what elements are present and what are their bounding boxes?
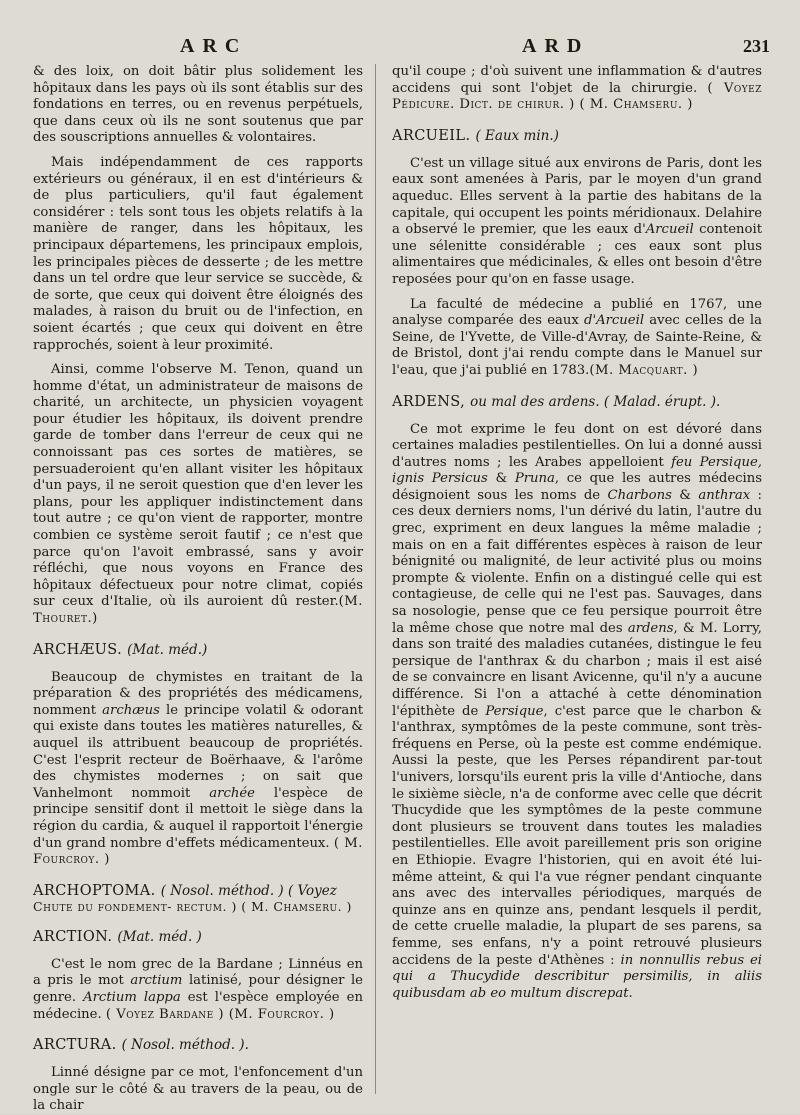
entry-title: ARCTURA.	[33, 1037, 117, 1054]
entry-title: ARCHOPTOMA.	[33, 882, 156, 899]
paragraph-archaeus	[33, 670, 363, 869]
italic-term: Charbons	[607, 487, 672, 503]
author-signature: (M. Thouret.)	[33, 594, 363, 626]
text-run: , ce que les autres médecins désignoient sous les noms de	[392, 471, 762, 503]
italic-term: ardens	[627, 620, 674, 636]
italic-term: Arcueil	[645, 222, 694, 238]
entry-heading-arcueil	[392, 128, 762, 144]
entry-title: ARCUEIL.	[392, 127, 471, 144]
cross-reference: Chute du fondement- rectum. ) ( M. Chamseru. )	[33, 898, 352, 914]
entry-category: ( Eaux min.)	[475, 127, 559, 144]
text-run: : ces deux derniers noms, l'un dérivé du latin, l'autre du grec, expriment en deux langues la même maladie ; mais on en a fait différentes espèces à raison de leur bénignité ou malignité, de leur activité plus ou moins prompte & violente. Enfin on a distingué celle qui est contagieuse, de celle qui ne l'est pas. Sauvages, dans sa nosologie, pense que ce feu persique pourroit être la même chose que notre mal des	[392, 487, 762, 636]
page-number: 231	[743, 36, 770, 56]
paragraph-arctura-cont	[392, 64, 762, 114]
running-head-left: ARC	[180, 35, 248, 57]
text-run: le principe volatil & odorant qui existe dans toutes les matières naturelles, & auquel ils attribuent beaucoup de propriétés. C'est l'esprit recteur de Boërhaave, & l'arôme des chymistes modernes ; on sait que Vanhelmont nommoit	[33, 702, 363, 801]
paragraph-tenon	[33, 362, 363, 628]
paragraph-hopitaux-end: & des loix, on doit bâtir plus solidement les hôpitaux dans les pays où ils sont établis sur des fondations en terres, ou en revenus perpétuels, que dans ceux où ils ne sont soutenus que par des souscriptions annuelles & volontaires.	[33, 64, 363, 146]
italic-term: Pruna	[514, 471, 555, 487]
text-run: latinisé, pour désigner le genre.	[33, 973, 363, 1005]
text-run: l'espèce de principe sensitif dont il mettoit le siège dans la région du cardia, & auquel il rapportoit l'énergie d'un grand nombre d'effets médicamenteux.	[33, 785, 363, 851]
text-run: C'est un village situé aux environs de Paris, dont les eaux sont amenées à Paris, par le moyen d'un grand aqueduc. Elles servent à la partie des habitans de la capitale, qui occupent les points méridionaux. Delahire a observé le premier, que les eaux d'	[392, 155, 762, 238]
entry-category: ( Nosol. méthod. ).	[121, 1037, 249, 1054]
text-run: est l'espèce employée en médecine.	[33, 989, 363, 1022]
entry-heading-arctura	[33, 1037, 363, 1053]
latin-quote: in nonnullis rebus ei qui a Thucydide describitur persimilis, in aliis quibusdam ab eo multum discrepat.	[392, 952, 762, 1001]
entry-heading-arction	[33, 929, 363, 945]
italic-term: anthrax	[698, 487, 751, 503]
author-signature: ( M. Fourcroy. )	[33, 835, 363, 868]
entry-heading-archoptoma	[33, 883, 363, 915]
text-run: , & M. Lorry, dans son traité des maladies cutanées, distingue le feu persique de l'anthrax & du charbon ; mais il est aisé de se convaincre en lisant Avicenne, qu'il n'y a aucune différence. Si l'on a attaché à cette dénomination l'épithète de	[392, 620, 762, 719]
text-run: qu'il coupe ; d'où suivent une inflammation & d'autres accidens qui sont l'objet de la chirurgie.	[392, 64, 762, 96]
paragraph-text: Ainsi, comme l'observe M. Tenon, quand un homme d'état, un administrateur de maisons de charité, un architecte, un physicien voyagent pour étudier les hôpitaux, ils doivent prendre garde de tomber dans l'erreur de ceux qui ne connoissant pas ces sortes de matières, se persuaderoient qu'en allant visiter les hôpitaux d'un pays, il ne seroit question que d'en lever les plans, pour les appliquer indistinctement dans tout autre ; ce qu'on vient de rapporter, montre combien ce système seroit fautif ; ce n'est que parce qu'on l'avoit embrassé, sans y avoir réfléchi, que nous voyons en France des hôpitaux défectueux pour notre climat, copiés sur ceux d'Italie, où ils auroient dû rester.	[33, 362, 363, 610]
text-run: avec celles de la Seine, de l'Yvette, de Ville-d'Avray, de Sainte-Reine, & de Bristol, dont j'ai rendu compte dans le Manuel sur l'eau, que j'ai publié en 1783.	[392, 313, 762, 378]
entry-heading-ardens	[392, 394, 762, 410]
entry-category: ( Nosol. méthod. ) ( Voyez	[160, 882, 337, 899]
entry-category: (Mat. méd.)	[127, 641, 208, 658]
paragraph-analyse	[392, 297, 762, 380]
paragraph-ardens	[392, 422, 762, 1003]
italic-term: arctium	[130, 973, 183, 989]
running-head-right: ARD	[522, 35, 590, 57]
column-divider	[375, 64, 376, 1094]
italic-term: d'Arcueil	[584, 313, 645, 329]
text-run: Beaucoup de chymistes en traitant de la préparation & des propriétés des médicamens, nomment	[33, 669, 363, 718]
text-run: &	[495, 471, 508, 487]
text-run: , c'est parce que le charbon & l'anthrax, symptômes de la peste commune, sont très-fréquens en Perse, où la peste est comme endémique. Aussi la peste, que les Perses répandirent par-tout l'univers, lorsqu'ils eurent pris la ville d'Antioche, dans le sixième siècle, n'a de conforme avec celle que décrit Thucydide que les symptômes de la peste commune dont plusieurs se trouvent dans toutes les maladies pestilentielles. Elle avoit pareillement pris son origine en Ethiopie. Evagre l'historien, qui en avoit été lui-même atteint, & qui l'a vue régner pendant cinquante ans avec des intervalles périodiques, marqués de quinze ans en quinze ans, pendant lesquels il perdit, de cette cruelle maladie, la plupart de ses parens, sa femme, ses enfans, n'y a point retrouvé plusieurs accidens de la peste d'Athènes :	[392, 703, 762, 968]
entry-title: ARCTION.	[33, 928, 113, 945]
entry-title: ARCHÆUS.	[33, 641, 123, 658]
italic-term: feu Persique, ignis Persicus	[392, 454, 762, 487]
cross-reference: ( Voyez Pédicure. Dict. de chirur. ) ( M. Chamseru. )	[392, 80, 762, 113]
italic-term: archée	[209, 785, 255, 801]
author-signature: (M. Macquart. )	[589, 362, 699, 378]
entry-category: ou mal des ardens. ( Malad. érupt. ).	[470, 393, 721, 410]
cross-reference: ( Voyez Bardane ) (M. Fourcroy. )	[105, 1006, 335, 1022]
entry-title: ARDENS,	[392, 393, 466, 410]
text-run: Ce mot exprime le feu dont on est dévoré dans certaines maladies pestilentielles. On lui a donné aussi d'autres noms ; les Arabes appelloient	[392, 421, 762, 470]
text-run: contenoit une sélenitte considérable ; ces eaux sont plus alimentaires que médicinales, & elles ont besoin d'être reposées pour qu'on en fasse usage.	[392, 222, 762, 287]
paragraph-arctura: Linné désigne par ce mot, l'enfoncement d'un ongle sur le côté & au travers de la peau, ou de la chair	[33, 1065, 363, 1114]
text-run: &	[679, 487, 692, 503]
entry-heading-archaeus	[33, 642, 363, 658]
entry-category: (Mat. méd. )	[117, 928, 202, 945]
left-column	[33, 64, 363, 1114]
right-column	[392, 64, 762, 1104]
italic-term: Arctium lappa	[83, 989, 181, 1005]
text-run: La faculté de médecine a publié en 1767, une analyse comparée des eaux	[392, 296, 762, 329]
italic-term: Persique	[485, 703, 544, 719]
paragraph-rapports: Mais indépendamment de ces rapports extérieurs ou généraux, il en est d'intérieurs & de plus particuliers, qu'il faut également considérer : tels sont tous les objets relatifs à la manière de ranger, dans les hôpitaux, les principaux départemens, les principaux emplois, les principales pièces de desserte ; de les mettre dans un tel ordre que leur service se succède, & de sorte, que ceux qui doivent être éloignés des malades, à raison du bruit ou de l'infection, en soient écartés ; que ceux qui doivent en être rapprochés, soient à leur proximité.	[33, 154, 363, 353]
paragraph-arcueil	[392, 156, 762, 289]
text-run: C'est le nom grec de la Bardane ; Linnéus en a pris le mot	[33, 956, 363, 989]
italic-term: archæus	[102, 702, 160, 718]
paragraph-arction	[33, 957, 363, 1023]
